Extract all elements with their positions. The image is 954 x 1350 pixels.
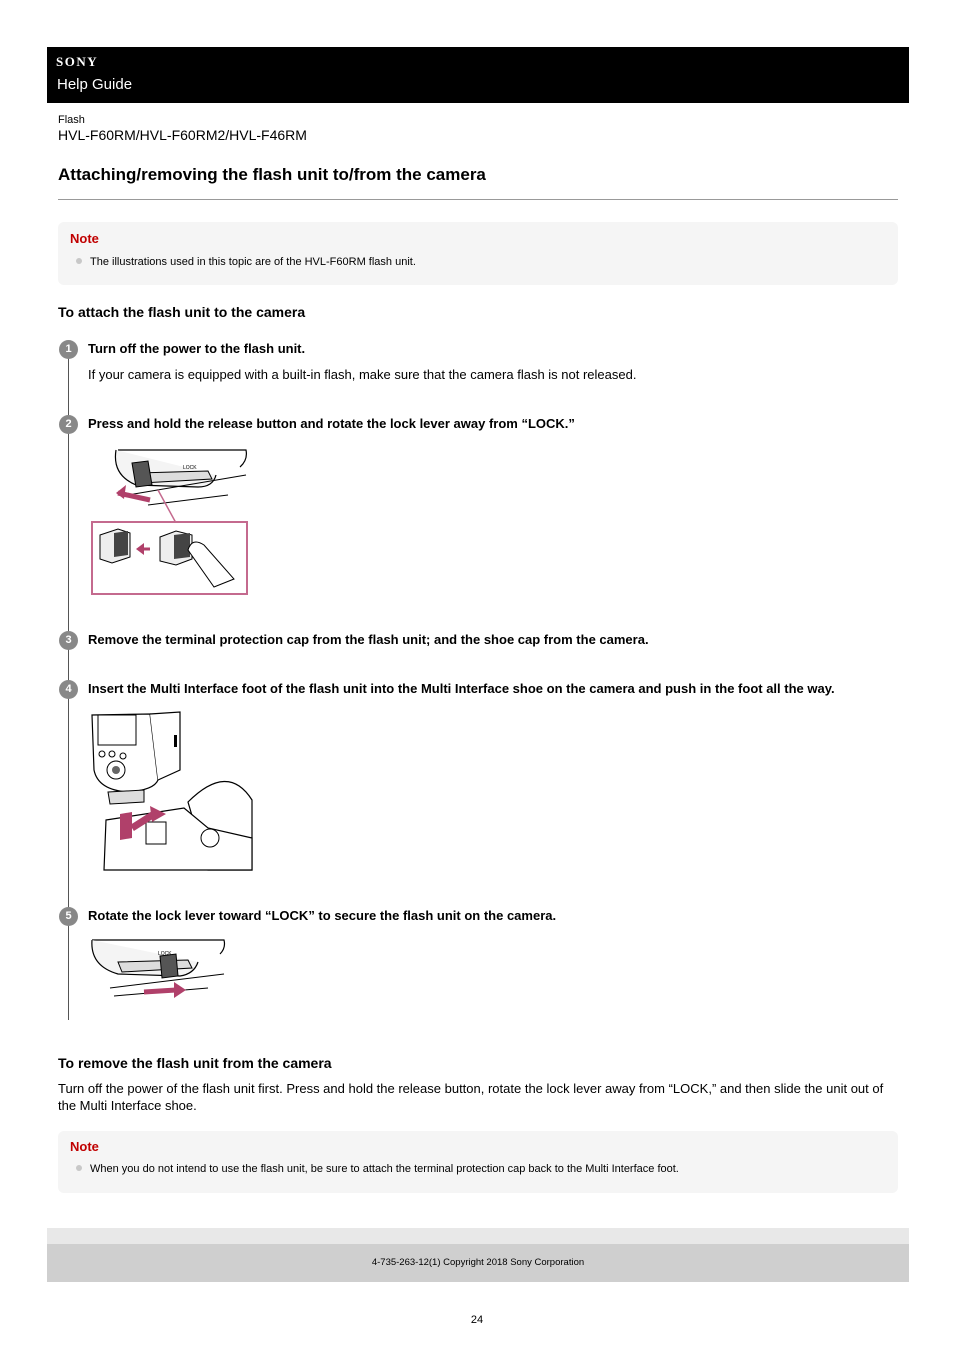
note-text: When you do not intend to use the flash unit, be sure to attach the terminal protection cap back to the Multi Interface foot. xyxy=(90,1163,679,1175)
lock-lever-illustration xyxy=(88,936,228,1006)
insert-arrow-body-icon xyxy=(120,812,132,840)
note-box-illustrations xyxy=(58,222,898,285)
step-number-5: 5 xyxy=(59,907,78,926)
note-title: Note xyxy=(70,1139,99,1154)
note-item xyxy=(76,1163,679,1175)
product-category: Flash xyxy=(58,114,85,126)
note-box-protection-cap xyxy=(58,1131,898,1193)
step-number-4: 4 xyxy=(59,680,78,699)
step-title-4: Insert the Multi Interface foot of the flash unit into the Multi Interface shoe on the camera and push in the foot all the way. xyxy=(88,681,835,696)
step-title-5: Rotate the lock lever toward “LOCK” to secure the flash unit on the camera. xyxy=(88,908,557,923)
note-item xyxy=(76,256,416,268)
title-divider xyxy=(58,199,898,200)
page-number: 24 xyxy=(470,1314,484,1326)
step-number-2: 2 xyxy=(59,415,78,434)
step-number-1: 1 xyxy=(59,340,78,359)
step-number-3: 3 xyxy=(59,631,78,650)
step-desc-1: If your camera is equipped with a built-in flash, make sure that the camera flash is not released. xyxy=(88,367,637,382)
bullet-icon xyxy=(76,258,82,264)
lock-arrow-icon xyxy=(174,982,186,998)
step-title-1: Turn off the power to the flash unit. xyxy=(88,341,306,356)
note-text: The illustrations used in this topic are of the HVL-F60RM flash unit. xyxy=(90,256,416,268)
product-model: HVL-F60RM/HVL-F60RM2/HVL-F46RM xyxy=(58,127,307,143)
attach-section-title: To attach the flash unit to the camera xyxy=(58,304,306,320)
lock-label-illus-2: LOCK xyxy=(183,465,197,471)
help-guide-title: Help Guide xyxy=(57,76,133,93)
bullet-icon xyxy=(76,1165,82,1171)
insert-flash-illustration xyxy=(88,710,254,875)
sony-logo: SONY xyxy=(56,54,99,69)
note-title: Note xyxy=(70,231,99,246)
footer-top-band xyxy=(47,1228,909,1244)
release-lever-illustration xyxy=(88,445,254,600)
page-title: Attaching/removing the flash unit to/from the camera xyxy=(58,165,486,184)
footer-copyright: 4-735-263-12(1) Copyright 2018 Sony Corporation xyxy=(47,1244,909,1282)
step-title-3: Remove the terminal protection cap from the flash unit; and the shoe cap from the camera. xyxy=(88,632,649,647)
remove-section-title: To remove the flash unit from the camera xyxy=(58,1055,332,1071)
remove-instructions: Turn off the power of the flash unit first. Press and hold the release button, rotate the lock lever away from “LOCK,” and then slide the unit out of the Multi Interface shoe. xyxy=(58,1081,884,1113)
lock-label-illus-5: LOCK xyxy=(158,951,172,957)
header-bar xyxy=(47,47,909,103)
step-title-2: Press and hold the release button and rotate the lock lever away from “LOCK.” xyxy=(88,416,575,431)
